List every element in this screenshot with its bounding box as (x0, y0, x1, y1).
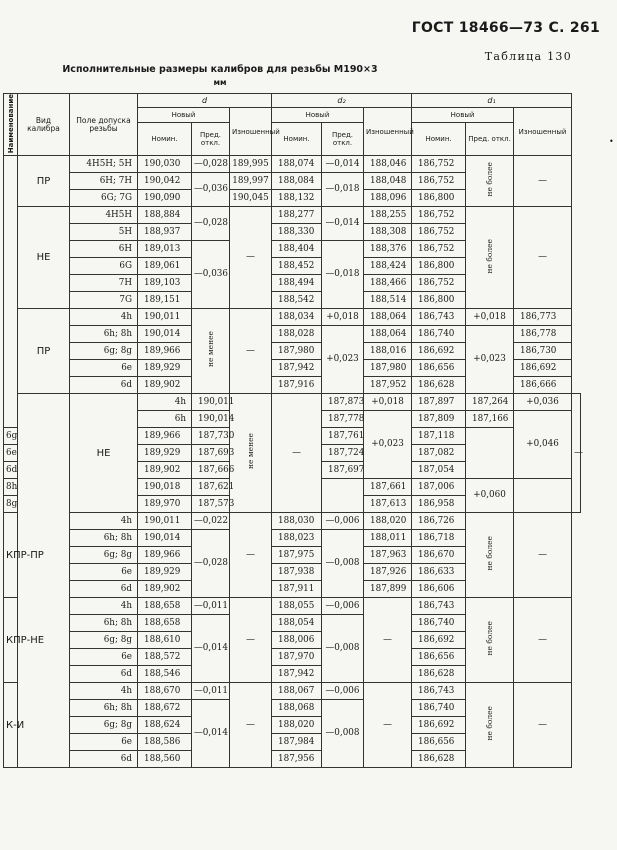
calibre-name: КПР-НЕ (4, 598, 18, 683)
table-row: 6Н 189,013 —0,036 188,404 —0,018 188,376 186,752 (4, 241, 581, 258)
caption-unit: мм (213, 78, 227, 87)
col-d: d (138, 94, 272, 108)
table-row: 6Н; 7Н 190,042 —0,036 189,997 188,084 —0,018 188,048 186,752 (4, 173, 581, 190)
col-naimenovanie: Наименование (4, 94, 18, 156)
col-d2-worn: Изношенный (364, 108, 412, 156)
table-row: 6e 188,586 187,984 186,656 (4, 734, 581, 751)
table-row: 6h; 8h 188,672 —0,014 188,068 —0,008 186,740 (4, 700, 581, 717)
col-d1-nom: Номин. (412, 123, 466, 156)
col-d2-nom: Номин. (272, 123, 322, 156)
page-header: ГОСТ 18466—73 С. 261 (411, 20, 600, 36)
table-row: НЕ 4h 190,011 не менее — 187,873 +0,018 187,897 187,264 +0,036 — (4, 394, 581, 411)
table-row: НЕ 4Н5Н 188,884 —0,028 — 188,277 —0,014 188,255 186,752 не более — (4, 207, 581, 224)
side-label: не менее (192, 309, 230, 394)
table-row: 6d 189,902 187,916 187,952 186,628 186,666 (4, 377, 581, 394)
calibre-name: КПР-ПР (4, 513, 18, 598)
caption-text: Исполнительные размеры калибров для резьбы М190×3 (62, 64, 378, 75)
calibre-name: ПР (18, 156, 70, 207)
table-row: 6h; 8h 190,014 188,028 +0,023 188,064 186,740 +0,023 186,778 (4, 326, 581, 343)
col-vid-kalibra: Вид калибра (18, 94, 70, 156)
col-d-pred: Пред. откл. (192, 123, 230, 156)
table-row: 7Н 189,103 188,494 188,466 186,752 (4, 275, 581, 292)
col-pole-dopuska: Поле допуска резьбы (70, 94, 138, 156)
col-d1-pred: Пред. откл. (466, 123, 514, 156)
table-row: 6g; 8g 189,966 187,980 188,016 186,692 186,730 (4, 343, 581, 360)
table-row: 6d 189,902 187,666 187,697 187,054 (4, 462, 581, 479)
table-row: 6d 189,902 187,911 187,899 186,606 (4, 581, 581, 598)
margin-dot: • (609, 137, 614, 146)
calibre-dimensions-table (3, 93, 581, 768)
col-d1-new: Новый (412, 108, 514, 123)
side-label: не менее (230, 394, 272, 513)
table-row: 6h; 8h 188,658 —0,014 188,054 —0,008 186,740 (4, 615, 581, 632)
calibre-name: ПР (18, 309, 70, 394)
side-blank (18, 394, 70, 768)
table-row: 8g 189,970 187,573 187,613 186,958 (4, 496, 581, 513)
side-label: не более (466, 207, 514, 309)
col-d-new: Новый (138, 108, 230, 123)
side-blank (4, 156, 18, 428)
table-row: КПР-ПР 4h 190,011 —0,022 — 188,030 —0,006 188,020 186,726 не более — (4, 513, 581, 530)
table-row: 6g 189,966 187,730 187,761 187,118 (4, 428, 581, 445)
col-d1-worn: Изношенный (514, 108, 572, 156)
calibre-name: К-И (4, 683, 18, 768)
table-caption (0, 64, 440, 87)
col-d-nom: Номин. (138, 123, 192, 156)
col-d2: d₂ (272, 94, 412, 108)
table-row: 6g; 8g 189,966 187,975 187,963 186,670 (4, 547, 581, 564)
table-row: ПР 4Н5Н; 5Н 190,030 —0,028 189,995 188,074 —0,014 188,046 186,752 не более — (4, 156, 581, 173)
table-row: 6d 188,546 187,942 186,628 (4, 666, 581, 683)
table-row: 8h 190,018 187,621 187,661 187,006 +0,060 (4, 479, 581, 496)
table-row: ПР 4h 190,011 не менее — 188,034 +0,018 188,064 186,743 +0,018 186,773 (4, 309, 581, 326)
calibre-name: НЕ (70, 394, 138, 513)
table-row: 6G; 7G 190,090 190,045 188,132 188,096 186,800 (4, 190, 581, 207)
table-row: К-И 4h 188,670 —0,011 — 188,067 —0,006 — 186,743 не более — (4, 683, 581, 700)
table-row: 6g; 8g 188,624 188,020 186,692 (4, 717, 581, 734)
table-row: 5Н 188,937 188,330 188,308 186,752 (4, 224, 581, 241)
table-number: Таблица 130 (484, 50, 572, 63)
table-row: 6G 189,061 188,452 188,424 186,800 (4, 258, 581, 275)
col-d1: d₁ (412, 94, 572, 108)
col-d-worn: Изношенный (230, 108, 272, 156)
table-row: 6d 188,560 187,956 186,628 (4, 751, 581, 768)
table-row: 6g; 8g 188,610 188,006 186,692 (4, 632, 581, 649)
table-row: 6e 189,929 187,693 187,724 187,082 (4, 445, 581, 462)
col-d2-new: Новый (272, 108, 364, 123)
table-row: 6e 189,929 187,942 187,980 186,656 186,692 (4, 360, 581, 377)
table-row: 7G 189,151 188,542 188,514 186,800 (4, 292, 581, 309)
side-label: не более (466, 156, 514, 207)
table-row: КПР-НЕ 4h 188,658 —0,011 — 188,055 —0,006 — 186,743 не более — (4, 598, 581, 615)
table-row: 6e 189,929 187,938 187,926 186,633 (4, 564, 581, 581)
col-d2-pred: Пред. откл. (322, 123, 364, 156)
table-row: 6e 188,572 187,970 186,656 (4, 649, 581, 666)
table-row: 6h 190,014 187,778 +0,023 187,809 187,166 +0,046 (4, 411, 581, 428)
table-row: 6h; 8h 190,014 —0,028 188,023 —0,008 188,011 186,718 (4, 530, 581, 547)
calibre-name: НЕ (18, 207, 70, 309)
